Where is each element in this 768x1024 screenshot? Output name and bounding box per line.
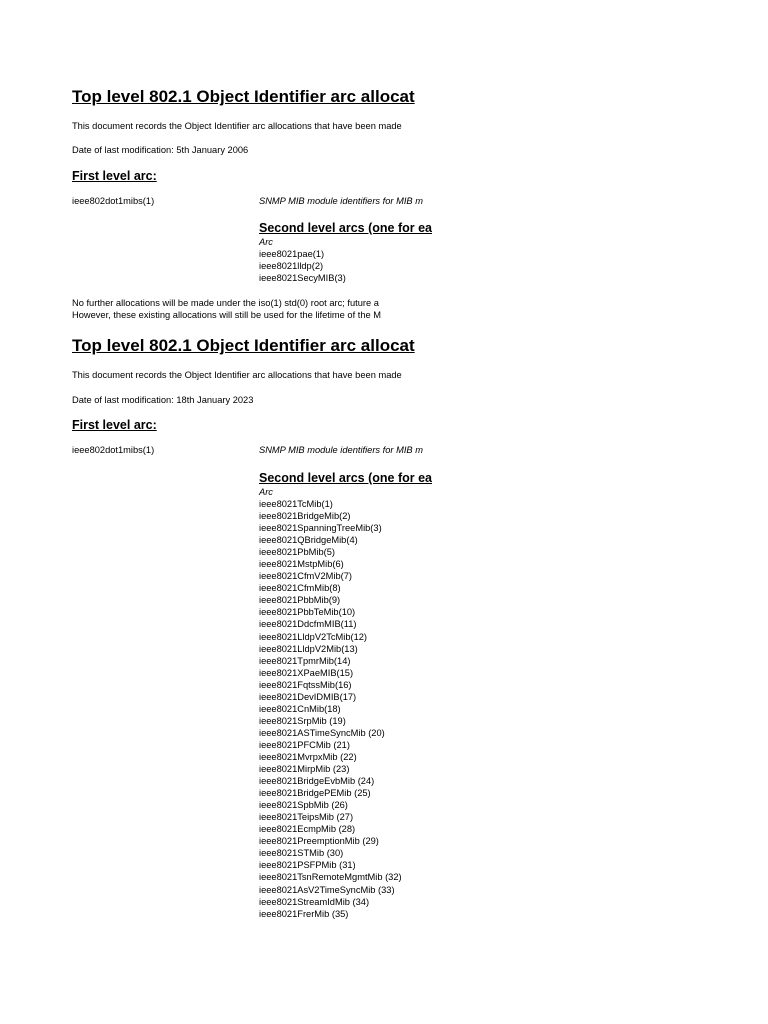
list-item: ieee8021DevIDMIB(17) — [259, 691, 357, 702]
section2-second-level-heading: Second level arcs (one for ea — [259, 471, 432, 485]
list-item: ieee8021SpanningTreeMib(3) — [259, 523, 382, 534]
section1-arc-list — [259, 248, 432, 284]
section1-note-line2: However, these existing allocations will still be used for the lifetime of the M — [72, 310, 382, 320]
section1-arc-block — [259, 221, 432, 284]
section1-note-line1: No further allocations will be made under the iso(1) std(0) root arc; future a — [72, 298, 379, 308]
section2-modified-wrap — [72, 394, 253, 406]
section1-modified-date: Date of last modification: 5th January 2006 — [72, 145, 249, 155]
list-item: ieee8021PSFPMib (31) — [259, 860, 356, 871]
section2-title: Top level 802.1 Object Identifier arc allocat — [72, 336, 415, 355]
section2-first-level-name: ieee802dot1mibs(1) — [72, 445, 155, 455]
list-item: ieee8021SpbMib (26) — [259, 800, 348, 811]
section1-intro: This document records the Object Identifier arc allocations that have been made — [72, 121, 402, 131]
list-item: ieee8021QBridgeMib(4) — [259, 535, 358, 546]
list-item: ieee8021MstpMib(6) — [259, 559, 344, 570]
section2-intro-wrap — [72, 369, 402, 381]
list-item: ieee8021ASTimeSyncMib (20) — [259, 727, 385, 738]
section2-intro: This document records the Object Identifier arc allocations that have been made — [72, 370, 402, 380]
section1-arc-label: Arc — [259, 237, 273, 247]
list-item: ieee8021STMib (30) — [259, 848, 344, 859]
section1-first-level-row — [72, 196, 437, 210]
list-item: ieee8021SrpMib (19) — [259, 715, 346, 726]
list-item: ieee8021PFCMib (21) — [259, 739, 350, 750]
list-item: ieee8021MirpMib (23) — [259, 764, 350, 775]
list-item: ieee8021FrerMib (35) — [259, 908, 349, 919]
list-item: ieee8021CnMib(18) — [259, 703, 341, 714]
list-item: ieee8021BridgeMib(2) — [259, 511, 351, 522]
list-item: ieee8021AsV2TimeSyncMib (33) — [259, 884, 395, 895]
list-item: ieee8021TcMib(1) — [259, 499, 333, 509]
section2-first-level-wrap — [72, 418, 157, 433]
list-item: ieee8021TpmrMib(14) — [259, 655, 351, 666]
section2-modified-date: Date of last modification: 18th January 2023 — [72, 395, 254, 405]
list-item: ieee8021PbbTeMib(10) — [259, 607, 356, 618]
list-item: ieee8021MvrpxMib (22) — [259, 751, 357, 762]
section1-title-wrap — [72, 87, 415, 107]
section1-first-level-wrap — [72, 169, 157, 184]
section1-second-level-heading: Second level arcs (one for ea — [259, 221, 432, 235]
list-item: ieee8021CfmMib(8) — [259, 583, 341, 594]
section2-arc-list — [259, 498, 432, 920]
list-item: ieee8021PbbMib(9) — [259, 595, 341, 606]
section2-first-level-desc: SNMP MIB module identifiers for MIB m — [259, 445, 423, 455]
section2-arc-block — [259, 471, 432, 920]
section2-arc-label: Arc — [259, 487, 273, 497]
list-item: ieee8021BridgePEMib (25) — [259, 788, 371, 799]
list-item: ieee8021LldpV2Mib(13) — [259, 643, 358, 654]
section2-title-wrap — [72, 336, 415, 356]
list-item: ieee8021StreamIdMib (34) — [259, 896, 370, 907]
list-item: ieee8021pae(1) — [259, 249, 325, 259]
list-item: ieee8021LldpV2TcMib(12) — [259, 631, 368, 642]
section1-first-level-desc: SNMP MIB module identifiers for MIB m — [259, 196, 423, 206]
section1-note — [72, 297, 381, 321]
section1-first-level-name: ieee802dot1mibs(1) — [72, 196, 155, 206]
section1-first-level-heading: First level arc: — [72, 169, 157, 183]
section1-intro-wrap — [72, 120, 402, 132]
list-item: ieee8021CfmV2Mib(7) — [259, 571, 353, 582]
list-item: ieee8021EcmpMib (28) — [259, 824, 356, 835]
list-item: ieee8021FqtssMib(16) — [259, 679, 352, 690]
list-item: ieee8021TeipsMib (27) — [259, 812, 354, 823]
section2-first-level-heading: First level arc: — [72, 418, 157, 432]
section1-title: Top level 802.1 Object Identifier arc allocat — [72, 87, 415, 106]
section1-modified-wrap — [72, 144, 248, 156]
list-item: ieee8021PbMib(5) — [259, 547, 335, 558]
list-item: ieee8021BridgeEvbMib (24) — [259, 776, 375, 787]
section2-first-level-row — [72, 445, 437, 459]
list-item: ieee8021SecyMIB(3) — [259, 273, 346, 284]
list-item: ieee8021PreemptionMib (29) — [259, 836, 379, 847]
list-item: ieee8021lldp(2) — [259, 261, 324, 272]
list-item: ieee8021XPaeMIB(15) — [259, 667, 354, 678]
list-item: ieee8021DdcfmMIB(11) — [259, 619, 357, 630]
list-item: ieee8021TsnRemoteMgmtMib (32) — [259, 872, 402, 883]
